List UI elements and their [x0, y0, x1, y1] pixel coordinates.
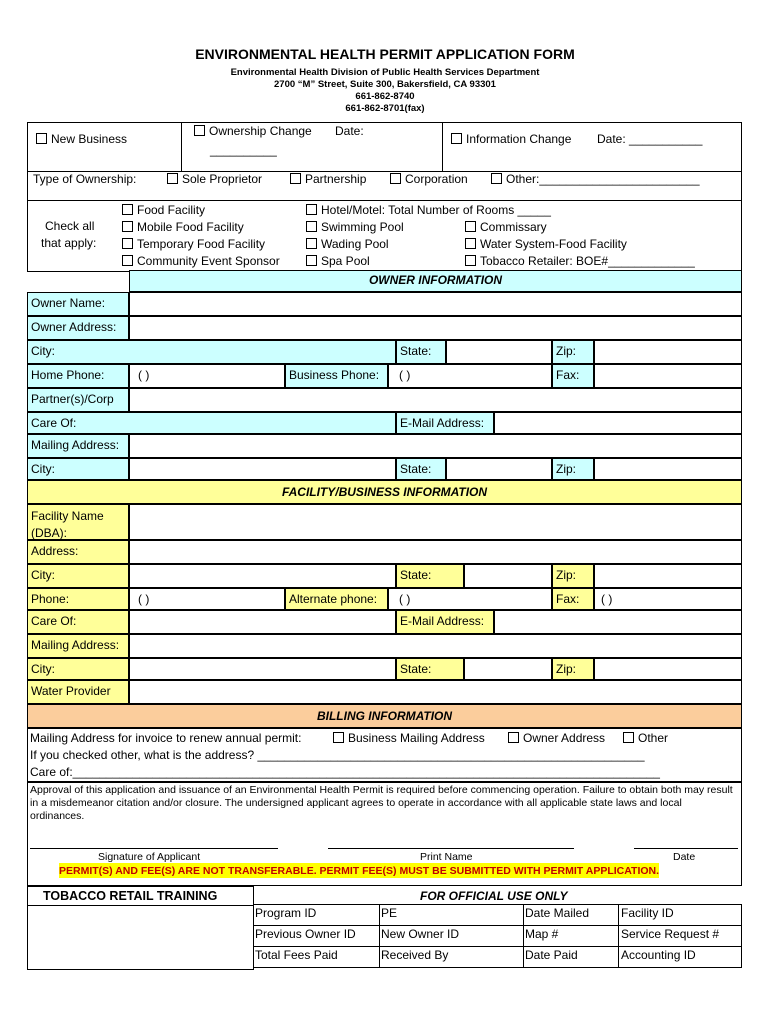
- business-phone-label: Business Phone:: [285, 364, 388, 388]
- facility-information-header: FACILITY/BUSINESS INFORMATION: [27, 480, 742, 504]
- facility-care-of-label: Care Of:: [27, 610, 129, 634]
- tobacco-retailer-option[interactable]: Tobacco Retailer: BOE#_____________: [465, 254, 695, 268]
- checkbox-icon[interactable]: [465, 238, 476, 249]
- checkbox-icon[interactable]: [122, 238, 133, 249]
- owner-city-label[interactable]: City:: [27, 340, 396, 364]
- information-change-option[interactable]: Information Change: [451, 132, 571, 146]
- other-option[interactable]: Other:________________________: [491, 172, 700, 186]
- checkbox-icon[interactable]: [36, 133, 47, 144]
- owner-mailing-field[interactable]: [129, 434, 742, 458]
- facility-city-field[interactable]: [129, 564, 396, 588]
- that-apply-label: that apply:: [41, 236, 97, 250]
- checkbox-icon[interactable]: [451, 133, 462, 144]
- mobile-food-facility-option[interactable]: Mobile Food Facility: [122, 220, 244, 234]
- date-sig-label: Date: [673, 851, 696, 863]
- alternate-phone-label: Alternate phone:: [285, 588, 388, 610]
- owner-state2-field[interactable]: [446, 458, 552, 480]
- other-address-line[interactable]: If you checked other, what is the address? __________________________________________________________: [30, 748, 645, 762]
- checkbox-icon[interactable]: [465, 255, 476, 266]
- owner-mailing-label: Mailing Address:: [27, 434, 129, 458]
- checkbox-icon[interactable]: [306, 204, 317, 215]
- facility-phone-field[interactable]: ( ): [129, 588, 285, 610]
- date-line[interactable]: [634, 848, 738, 849]
- facility-care-of-field[interactable]: [129, 610, 396, 634]
- owner-information-header: OWNER INFORMATION: [129, 270, 742, 292]
- date-paid-label: Date Paid: [525, 948, 578, 962]
- owner-zip2-label: Zip:: [552, 458, 594, 480]
- checkbox-icon[interactable]: [306, 255, 317, 266]
- facility-zip-field[interactable]: [594, 564, 742, 588]
- facility-mailing-label: Mailing Address:: [27, 634, 129, 658]
- facility-email-field[interactable]: [494, 610, 742, 634]
- checkbox-icon[interactable]: [290, 173, 301, 184]
- owner-email-label: E-Mail Address:: [396, 412, 494, 434]
- info-change-date[interactable]: Date: ___________: [597, 132, 703, 146]
- checkbox-icon[interactable]: [465, 221, 476, 232]
- division-name: Environmental Health Division of Public Health Services Department: [230, 67, 540, 78]
- owner-zip2-field[interactable]: [594, 458, 742, 480]
- division-address: 2700 “M” Street, Suite 300, Bakersfield, CA 93301: [274, 79, 496, 90]
- tobacco-training-label: TOBACCO RETAIL TRAINING: [43, 889, 218, 903]
- checkbox-icon[interactable]: [333, 732, 344, 743]
- owner-zip-field[interactable]: [594, 340, 742, 364]
- facility-phone-label: Phone:: [27, 588, 129, 610]
- owner-state-field[interactable]: [446, 340, 552, 364]
- facility-city-label: City:: [27, 564, 129, 588]
- owner-zip-label: Zip:: [552, 340, 594, 364]
- transfer-warning: PERMIT(S) AND FEE(S) ARE NOT TRANSFERABLE. PERMIT FEE(S) MUST BE SUBMITTED WITH PERMIT APPLICATION.: [59, 865, 660, 877]
- facility-mailing-field[interactable]: [129, 634, 742, 658]
- swimming-pool-option[interactable]: Swimming Pool: [306, 220, 404, 234]
- alternate-phone-field[interactable]: ( ): [388, 588, 552, 610]
- owner-care-of-label[interactable]: Care Of:: [27, 412, 396, 434]
- date-mailed-label: Date Mailed: [525, 906, 590, 920]
- date-blank[interactable]: __________: [210, 143, 277, 157]
- owner-name-label: Owner Name:: [27, 292, 129, 316]
- facility-id-label: Facility ID: [621, 906, 674, 920]
- new-owner-id-label: New Owner ID: [381, 927, 460, 941]
- facility-name-label: Facility Name (DBA):: [27, 504, 129, 540]
- facility-email-label: E-Mail Address:: [396, 610, 494, 634]
- community-event-sponsor-option[interactable]: Community Event Sponsor: [122, 254, 280, 268]
- checkbox-icon[interactable]: [194, 125, 205, 136]
- previous-owner-id-label: Previous Owner ID: [255, 927, 356, 941]
- print-name-line[interactable]: [328, 848, 574, 849]
- owner-state2-label: State:: [396, 458, 446, 480]
- owner-fax-label: Fax:: [552, 364, 594, 388]
- partner-corp-label: Partner(s)/Corp: [27, 388, 129, 412]
- division-phone: 661-862-8740: [355, 91, 415, 102]
- checkbox-icon[interactable]: [306, 221, 317, 232]
- home-phone-label: Home Phone:: [27, 364, 129, 388]
- checkbox-icon[interactable]: [167, 173, 178, 184]
- sole-proprietor-option[interactable]: Sole Proprietor: [167, 172, 262, 186]
- partner-corp-field[interactable]: [129, 388, 742, 412]
- facility-fax-field[interactable]: ( ): [594, 588, 742, 610]
- commissary-option[interactable]: Commissary: [465, 220, 547, 234]
- total-fees-paid-label: Total Fees Paid: [255, 948, 338, 962]
- print-name-label: Print Name: [420, 851, 473, 863]
- billing-care-of-line[interactable]: Care of:________________________________________________________________________________________: [30, 765, 660, 779]
- service-request-label: Service Request #: [621, 927, 720, 941]
- owner-address-field[interactable]: [129, 316, 742, 340]
- owner-state-label: State:: [396, 340, 446, 364]
- facility-state2-field[interactable]: [464, 658, 552, 680]
- water-provider-field[interactable]: [129, 680, 742, 704]
- signature-line[interactable]: [30, 848, 278, 849]
- approval-text: Approval of this application and issuance of an Environmental Health Permit is required before commencing operation. Failure to obtain both may result in a misdemeanor citation and/or closure. The undersigned applicant agrees to operate in accordance with all applicable state laws and local ordinances.: [30, 784, 733, 822]
- signature-label: Signature of Applicant: [98, 851, 201, 863]
- map-number-label: Map #: [525, 927, 559, 941]
- facility-zip-label: Zip:: [552, 564, 594, 588]
- program-id-label: Program ID: [255, 906, 317, 920]
- ownership-change-option[interactable]: Ownership Change: [194, 124, 312, 138]
- billing-information-header: BILLING INFORMATION: [27, 704, 742, 728]
- facility-fax-label: Fax:: [552, 588, 594, 610]
- checkbox-icon[interactable]: [122, 221, 133, 232]
- checkbox-icon[interactable]: [623, 732, 634, 743]
- facility-state2-label: State:: [396, 658, 464, 680]
- facility-address-label: Address:: [27, 540, 129, 564]
- pe-label: PE: [381, 906, 398, 920]
- partnership-option[interactable]: Partnership: [290, 172, 366, 186]
- water-provider-label: Water Provider: [27, 680, 129, 704]
- received-by-label: Received By: [381, 948, 449, 962]
- business-mailing-option[interactable]: Business Mailing Address: [333, 731, 485, 745]
- corporation-option[interactable]: Corporation: [390, 172, 468, 186]
- facility-address-field[interactable]: [129, 540, 742, 564]
- checkbox-icon[interactable]: [122, 255, 133, 266]
- food-facility-option[interactable]: Food Facility: [122, 203, 205, 217]
- owner-fax-field[interactable]: [594, 364, 742, 388]
- facility-state-label: State:: [396, 564, 464, 588]
- facility-city2-field[interactable]: [129, 658, 396, 680]
- checkbox-icon[interactable]: [491, 173, 502, 184]
- owner-city2-field[interactable]: [129, 458, 396, 480]
- facility-state-field[interactable]: [464, 564, 552, 588]
- owner-city2-label: City:: [27, 458, 129, 480]
- other-address-option[interactable]: Other: [623, 731, 668, 745]
- application-type-box: [27, 122, 742, 172]
- billing-mailing-label: Mailing Address for invoice to renew annual permit:: [30, 731, 302, 745]
- wading-pool-option[interactable]: Wading Pool: [306, 237, 389, 251]
- hotel-motel-option[interactable]: Hotel/Motel: Total Number of Rooms _____: [306, 203, 551, 217]
- checkbox-icon[interactable]: [306, 238, 317, 249]
- ownership-type-label: Type of Ownership:: [33, 172, 137, 186]
- official-use-title: FOR OFFICIAL USE ONLY: [420, 889, 568, 903]
- spa-pool-option[interactable]: Spa Pool: [306, 254, 370, 268]
- home-phone-field[interactable]: ( ): [129, 364, 285, 388]
- facility-zip2-field[interactable]: [594, 658, 742, 680]
- form-title: ENVIRONMENTAL HEALTH PERMIT APPLICATION FORM: [195, 46, 575, 62]
- division-fax: 661-862-8701(fax): [345, 103, 425, 114]
- facility-zip2-label: Zip:: [552, 658, 594, 680]
- owner-address-label: Owner Address:: [27, 316, 129, 340]
- checkbox-icon[interactable]: [122, 204, 133, 215]
- checkbox-icon[interactable]: [390, 173, 401, 184]
- check-all-label: Check all: [45, 219, 95, 233]
- checkbox-icon[interactable]: [508, 732, 519, 743]
- water-system-option[interactable]: Water System-Food Facility: [465, 237, 627, 251]
- accounting-id-label: Accounting ID: [621, 948, 696, 962]
- facility-city2-label: City:: [27, 658, 129, 680]
- owner-email-field[interactable]: [494, 412, 742, 434]
- business-phone-field[interactable]: ( ): [388, 364, 552, 388]
- temporary-food-facility-option[interactable]: Temporary Food Facility: [122, 237, 265, 251]
- date-label: Date:: [335, 124, 364, 138]
- new-business-option[interactable]: New Business: [36, 132, 127, 146]
- facility-name-field[interactable]: [129, 504, 742, 540]
- owner-address-option[interactable]: Owner Address: [508, 731, 605, 745]
- owner-name-field[interactable]: [129, 292, 742, 316]
